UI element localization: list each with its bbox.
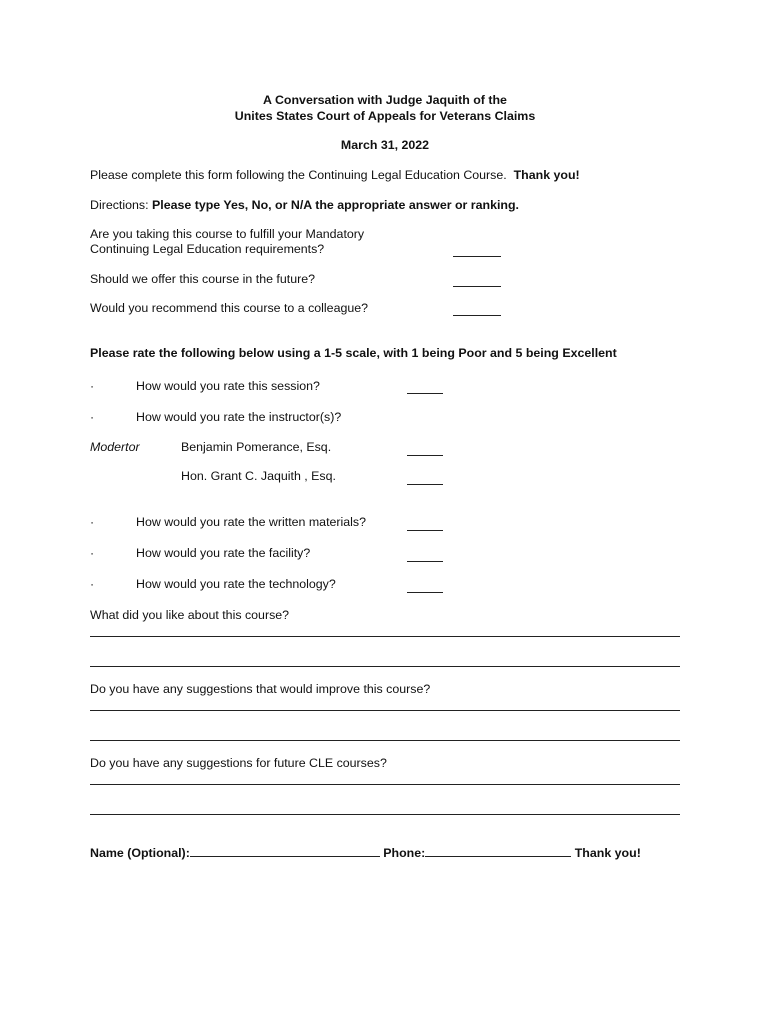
question-recommend: Would you recommend this course to a colleague?: [90, 301, 369, 315]
moderator-label: Modertor: [90, 440, 140, 454]
footer-row: [90, 845, 641, 860]
rating-facility: How would you rate the facility?: [136, 546, 311, 560]
rating-blank-materials[interactable]: [407, 530, 443, 531]
answer-blank-mcle[interactable]: [453, 256, 501, 257]
answer-blank-offer-future[interactable]: [453, 286, 501, 287]
answer-line[interactable]: [90, 710, 680, 711]
answer-line[interactable]: [90, 814, 680, 815]
directions-label: Directions:: [90, 198, 149, 212]
title-line-2: Unites States Court of Appeals for Veterans Claims: [234, 109, 536, 123]
question-mcle-line1: Are you taking this course to fulfill your Mandatory: [90, 227, 365, 241]
footer-thanks: Thank you!: [574, 846, 641, 860]
answer-blank-recommend[interactable]: [453, 315, 501, 316]
rating-session: How would you rate this session?: [136, 379, 320, 393]
intro-thanks: Thank you!: [513, 168, 580, 182]
answer-line[interactable]: [90, 666, 680, 667]
date: March 31, 2022: [340, 138, 430, 152]
bullet: ·: [90, 546, 95, 560]
answer-line[interactable]: [90, 784, 680, 785]
rating-technology: How would you rate the technology?: [136, 577, 336, 591]
question-future-cle: Do you have any suggestions for future CLE courses?: [90, 756, 387, 770]
name-field[interactable]: [190, 845, 380, 857]
rating-blank-instructor-2[interactable]: [407, 484, 443, 485]
instructor-name-2: Hon. Grant C. Jaquith , Esq.: [181, 469, 336, 483]
rating-heading: Please rate the following below using a 1-5 scale, with 1 being Poor and 5 being Excellent: [90, 346, 617, 360]
answer-line[interactable]: [90, 636, 680, 637]
directions: [90, 198, 519, 212]
bullet: ·: [90, 379, 95, 393]
question-mcle-line2: Continuing Legal Education requirements?: [90, 242, 325, 256]
title-line-1: A Conversation with Judge Jaquith of the: [263, 93, 507, 107]
rating-blank-technology[interactable]: [407, 592, 443, 593]
directions-text: Please type Yes, No, or N/A the appropriate answer or ranking.: [151, 198, 520, 212]
rating-blank-instructor-1[interactable]: [407, 455, 443, 456]
instructor-name-1: Benjamin Pomerance, Esq.: [181, 440, 332, 454]
question-improve: Do you have any suggestions that would improve this course?: [90, 682, 431, 696]
name-label: Name (Optional):: [90, 846, 190, 860]
rating-blank-session[interactable]: [407, 393, 443, 394]
intro-text: Please complete this form following the Continuing Legal Education Course.: [90, 168, 507, 182]
intro: [90, 168, 580, 182]
rating-materials: How would you rate the written materials?: [136, 515, 367, 529]
question-liked: What did you like about this course?: [90, 608, 290, 622]
bullet: ·: [90, 577, 95, 591]
question-offer-future: Should we offer this course in the future?: [90, 272, 316, 286]
rating-blank-facility[interactable]: [407, 561, 443, 562]
bullet: ·: [90, 515, 95, 529]
bullet: ·: [90, 410, 95, 424]
rating-instructors: How would you rate the instructor(s)?: [136, 410, 342, 424]
answer-line[interactable]: [90, 740, 680, 741]
phone-label: Phone:: [383, 846, 426, 860]
phone-field[interactable]: [425, 845, 571, 857]
